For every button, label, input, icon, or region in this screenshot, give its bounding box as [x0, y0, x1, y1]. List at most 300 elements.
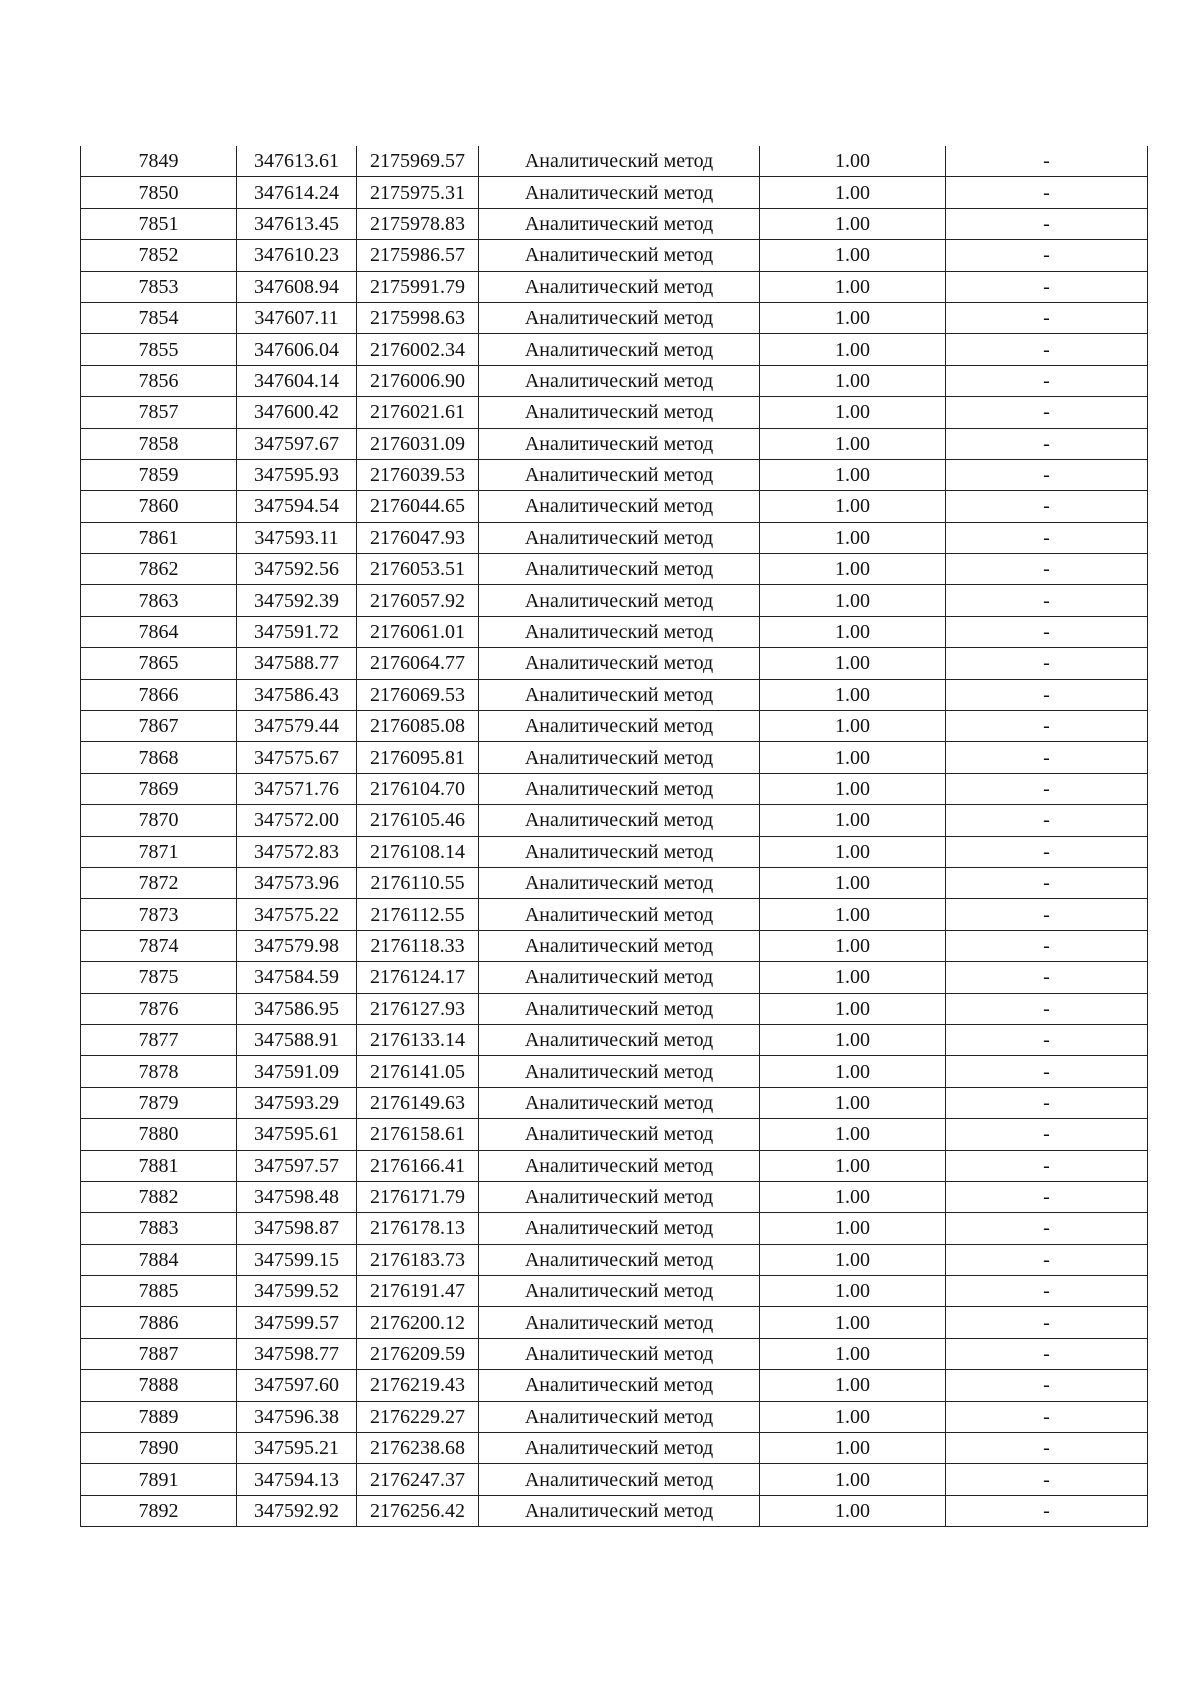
- point-number-cell: 7891: [81, 1464, 237, 1495]
- table-row: [81, 522, 1148, 553]
- x-coordinate-cell: 347593.29: [237, 1087, 357, 1118]
- point-number-cell: 7864: [81, 616, 237, 647]
- x-coordinate-cell: 347571.76: [237, 773, 357, 804]
- point-number-cell: 7863: [81, 585, 237, 616]
- accuracy-cell: 1.00: [760, 1307, 946, 1338]
- description-cell: -: [946, 208, 1148, 239]
- y-coordinate-cell: 2176031.09: [357, 428, 479, 459]
- y-coordinate-cell: 2176127.93: [357, 993, 479, 1024]
- description-cell: -: [946, 1307, 1148, 1338]
- table-row: [81, 240, 1148, 271]
- y-coordinate-cell: 2176061.01: [357, 616, 479, 647]
- point-number-cell: 7887: [81, 1338, 237, 1369]
- point-number-cell: 7867: [81, 711, 237, 742]
- y-coordinate-cell: 2176110.55: [357, 867, 479, 898]
- method-cell: Аналитический метод: [479, 491, 760, 522]
- description-cell: -: [946, 867, 1148, 898]
- accuracy-cell: 1.00: [760, 616, 946, 647]
- accuracy-cell: 1.00: [760, 1024, 946, 1055]
- accuracy-cell: 1.00: [760, 1150, 946, 1181]
- table-row: [81, 867, 1148, 898]
- description-cell: -: [946, 459, 1148, 490]
- accuracy-cell: 1.00: [760, 1370, 946, 1401]
- method-cell: Аналитический метод: [479, 554, 760, 585]
- description-cell: -: [946, 1244, 1148, 1275]
- description-cell: -: [946, 899, 1148, 930]
- method-cell: Аналитический метод: [479, 1244, 760, 1275]
- description-cell: -: [946, 1024, 1148, 1055]
- table-row: [81, 334, 1148, 365]
- description-cell: -: [946, 1338, 1148, 1369]
- y-coordinate-cell: 2176124.17: [357, 962, 479, 993]
- table-row: [81, 648, 1148, 679]
- description-cell: -: [946, 962, 1148, 993]
- x-coordinate-cell: 347604.14: [237, 365, 357, 396]
- point-number-cell: 7878: [81, 1056, 237, 1087]
- accuracy-cell: 1.00: [760, 899, 946, 930]
- x-coordinate-cell: 347606.04: [237, 334, 357, 365]
- x-coordinate-cell: 347599.15: [237, 1244, 357, 1275]
- y-coordinate-cell: 2176238.68: [357, 1433, 479, 1464]
- y-coordinate-cell: 2176209.59: [357, 1338, 479, 1369]
- accuracy-cell: 1.00: [760, 1213, 946, 1244]
- point-number-cell: 7851: [81, 208, 237, 239]
- method-cell: Аналитический метод: [479, 334, 760, 365]
- point-number-cell: 7871: [81, 836, 237, 867]
- point-number-cell: 7885: [81, 1276, 237, 1307]
- table-row: [81, 836, 1148, 867]
- method-cell: Аналитический метод: [479, 805, 760, 836]
- accuracy-cell: 1.00: [760, 1056, 946, 1087]
- description-cell: -: [946, 302, 1148, 333]
- accuracy-cell: 1.00: [760, 208, 946, 239]
- x-coordinate-cell: 347595.93: [237, 459, 357, 490]
- method-cell: Аналитический метод: [479, 679, 760, 710]
- x-coordinate-cell: 347594.13: [237, 1464, 357, 1495]
- y-coordinate-cell: 2176158.61: [357, 1119, 479, 1150]
- description-cell: -: [946, 1495, 1148, 1526]
- table-row: [81, 1338, 1148, 1369]
- point-number-cell: 7857: [81, 397, 237, 428]
- y-coordinate-cell: 2175998.63: [357, 302, 479, 333]
- table-row: [81, 1119, 1148, 1150]
- accuracy-cell: 1.00: [760, 1433, 946, 1464]
- point-number-cell: 7856: [81, 365, 237, 396]
- method-cell: Аналитический метод: [479, 271, 760, 302]
- y-coordinate-cell: 2176133.14: [357, 1024, 479, 1055]
- x-coordinate-cell: 347588.77: [237, 648, 357, 679]
- description-cell: -: [946, 1056, 1148, 1087]
- method-cell: Аналитический метод: [479, 899, 760, 930]
- table-row: [81, 679, 1148, 710]
- accuracy-cell: 1.00: [760, 1244, 946, 1275]
- table-row: [81, 899, 1148, 930]
- y-coordinate-cell: 2176053.51: [357, 554, 479, 585]
- x-coordinate-cell: 347575.22: [237, 899, 357, 930]
- y-coordinate-cell: 2176057.92: [357, 585, 479, 616]
- x-coordinate-cell: 347592.39: [237, 585, 357, 616]
- x-coordinate-cell: 347595.21: [237, 1433, 357, 1464]
- description-cell: -: [946, 240, 1148, 271]
- x-coordinate-cell: 347598.48: [237, 1181, 357, 1212]
- accuracy-cell: 1.00: [760, 428, 946, 459]
- y-coordinate-cell: 2176191.47: [357, 1276, 479, 1307]
- point-number-cell: 7884: [81, 1244, 237, 1275]
- point-number-cell: 7888: [81, 1370, 237, 1401]
- x-coordinate-cell: 347596.38: [237, 1401, 357, 1432]
- point-number-cell: 7872: [81, 867, 237, 898]
- x-coordinate-cell: 347613.45: [237, 208, 357, 239]
- point-number-cell: 7890: [81, 1433, 237, 1464]
- y-coordinate-cell: 2176104.70: [357, 773, 479, 804]
- point-number-cell: 7881: [81, 1150, 237, 1181]
- y-coordinate-cell: 2176108.14: [357, 836, 479, 867]
- point-number-cell: 7852: [81, 240, 237, 271]
- table-row: [81, 1087, 1148, 1118]
- description-cell: -: [946, 1119, 1148, 1150]
- x-coordinate-cell: 347599.57: [237, 1307, 357, 1338]
- method-cell: Аналитический метод: [479, 773, 760, 804]
- table-row: [81, 554, 1148, 585]
- method-cell: Аналитический метод: [479, 930, 760, 961]
- accuracy-cell: 1.00: [760, 1464, 946, 1495]
- method-cell: Аналитический метод: [479, 585, 760, 616]
- y-coordinate-cell: 2176118.33: [357, 930, 479, 961]
- method-cell: Аналитический метод: [479, 1024, 760, 1055]
- description-cell: -: [946, 522, 1148, 553]
- description-cell: -: [946, 679, 1148, 710]
- table-row: [81, 1307, 1148, 1338]
- description-cell: -: [946, 773, 1148, 804]
- x-coordinate-cell: 347593.11: [237, 522, 357, 553]
- y-coordinate-cell: 2176149.63: [357, 1087, 479, 1118]
- y-coordinate-cell: 2176200.12: [357, 1307, 479, 1338]
- point-number-cell: 7892: [81, 1495, 237, 1526]
- description-cell: -: [946, 711, 1148, 742]
- x-coordinate-cell: 347588.91: [237, 1024, 357, 1055]
- y-coordinate-cell: 2176064.77: [357, 648, 479, 679]
- point-number-cell: 7883: [81, 1213, 237, 1244]
- y-coordinate-cell: 2175991.79: [357, 271, 479, 302]
- point-number-cell: 7868: [81, 742, 237, 773]
- method-cell: Аналитический метод: [479, 240, 760, 271]
- accuracy-cell: 1.00: [760, 962, 946, 993]
- y-coordinate-cell: 2176095.81: [357, 742, 479, 773]
- description-cell: -: [946, 428, 1148, 459]
- method-cell: Аналитический метод: [479, 836, 760, 867]
- y-coordinate-cell: 2176247.37: [357, 1464, 479, 1495]
- point-number-cell: 7860: [81, 491, 237, 522]
- accuracy-cell: 1.00: [760, 585, 946, 616]
- point-number-cell: 7874: [81, 930, 237, 961]
- accuracy-cell: 1.00: [760, 240, 946, 271]
- x-coordinate-cell: 347579.98: [237, 930, 357, 961]
- description-cell: -: [946, 805, 1148, 836]
- y-coordinate-cell: 2176183.73: [357, 1244, 479, 1275]
- point-number-cell: 7866: [81, 679, 237, 710]
- x-coordinate-cell: 347599.52: [237, 1276, 357, 1307]
- point-number-cell: 7879: [81, 1087, 237, 1118]
- x-coordinate-cell: 347594.54: [237, 491, 357, 522]
- method-cell: Аналитический метод: [479, 146, 760, 177]
- table-row: [81, 1464, 1148, 1495]
- y-coordinate-cell: 2175969.57: [357, 146, 479, 177]
- accuracy-cell: 1.00: [760, 836, 946, 867]
- accuracy-cell: 1.00: [760, 679, 946, 710]
- accuracy-cell: 1.00: [760, 271, 946, 302]
- table-row: [81, 1495, 1148, 1526]
- x-coordinate-cell: 347598.87: [237, 1213, 357, 1244]
- description-cell: -: [946, 397, 1148, 428]
- x-coordinate-cell: 347591.72: [237, 616, 357, 647]
- point-number-cell: 7876: [81, 993, 237, 1024]
- point-number-cell: 7858: [81, 428, 237, 459]
- table-row: [81, 1244, 1148, 1275]
- x-coordinate-cell: 347614.24: [237, 177, 357, 208]
- table-row: [81, 428, 1148, 459]
- accuracy-cell: 1.00: [760, 1276, 946, 1307]
- coordinates-table: [80, 146, 1148, 1527]
- y-coordinate-cell: 2176069.53: [357, 679, 479, 710]
- table-row: [81, 1213, 1148, 1244]
- method-cell: Аналитический метод: [479, 993, 760, 1024]
- method-cell: Аналитический метод: [479, 1338, 760, 1369]
- method-cell: Аналитический метод: [479, 365, 760, 396]
- accuracy-cell: 1.00: [760, 146, 946, 177]
- description-cell: -: [946, 836, 1148, 867]
- accuracy-cell: 1.00: [760, 711, 946, 742]
- point-number-cell: 7880: [81, 1119, 237, 1150]
- point-number-cell: 7853: [81, 271, 237, 302]
- y-coordinate-cell: 2176006.90: [357, 365, 479, 396]
- description-cell: -: [946, 271, 1148, 302]
- x-coordinate-cell: 347592.56: [237, 554, 357, 585]
- x-coordinate-cell: 347597.67: [237, 428, 357, 459]
- method-cell: Аналитический метод: [479, 867, 760, 898]
- point-number-cell: 7873: [81, 899, 237, 930]
- method-cell: Аналитический метод: [479, 397, 760, 428]
- accuracy-cell: 1.00: [760, 302, 946, 333]
- description-cell: -: [946, 1213, 1148, 1244]
- description-cell: -: [946, 1464, 1148, 1495]
- method-cell: Аналитический метод: [479, 208, 760, 239]
- point-number-cell: 7859: [81, 459, 237, 490]
- y-coordinate-cell: 2176047.93: [357, 522, 479, 553]
- y-coordinate-cell: 2176085.08: [357, 711, 479, 742]
- description-cell: -: [946, 1370, 1148, 1401]
- accuracy-cell: 1.00: [760, 1087, 946, 1118]
- accuracy-cell: 1.00: [760, 491, 946, 522]
- table-row: [81, 742, 1148, 773]
- method-cell: Аналитический метод: [479, 177, 760, 208]
- x-coordinate-cell: 347573.96: [237, 867, 357, 898]
- table-row: [81, 930, 1148, 961]
- x-coordinate-cell: 347572.83: [237, 836, 357, 867]
- x-coordinate-cell: 347608.94: [237, 271, 357, 302]
- method-cell: Аналитический метод: [479, 616, 760, 647]
- table-row: [81, 177, 1148, 208]
- method-cell: Аналитический метод: [479, 1495, 760, 1526]
- method-cell: Аналитический метод: [479, 522, 760, 553]
- accuracy-cell: 1.00: [760, 930, 946, 961]
- y-coordinate-cell: 2176229.27: [357, 1401, 479, 1432]
- accuracy-cell: 1.00: [760, 648, 946, 679]
- description-cell: -: [946, 1181, 1148, 1212]
- x-coordinate-cell: 347584.59: [237, 962, 357, 993]
- x-coordinate-cell: 347575.67: [237, 742, 357, 773]
- point-number-cell: 7889: [81, 1401, 237, 1432]
- description-cell: -: [946, 616, 1148, 647]
- accuracy-cell: 1.00: [760, 805, 946, 836]
- x-coordinate-cell: 347572.00: [237, 805, 357, 836]
- y-coordinate-cell: 2176002.34: [357, 334, 479, 365]
- method-cell: Аналитический метод: [479, 1087, 760, 1118]
- x-coordinate-cell: 347592.92: [237, 1495, 357, 1526]
- table-row: [81, 711, 1148, 742]
- method-cell: Аналитический метод: [479, 648, 760, 679]
- point-number-cell: 7870: [81, 805, 237, 836]
- point-number-cell: 7882: [81, 1181, 237, 1212]
- y-coordinate-cell: 2176112.55: [357, 899, 479, 930]
- x-coordinate-cell: 347600.42: [237, 397, 357, 428]
- table-row: [81, 1024, 1148, 1055]
- y-coordinate-cell: 2176141.05: [357, 1056, 479, 1087]
- accuracy-cell: 1.00: [760, 554, 946, 585]
- table-row: [81, 993, 1148, 1024]
- table-row: [81, 208, 1148, 239]
- accuracy-cell: 1.00: [760, 1401, 946, 1432]
- table-row: [81, 491, 1148, 522]
- y-coordinate-cell: 2176256.42: [357, 1495, 479, 1526]
- description-cell: -: [946, 334, 1148, 365]
- y-coordinate-cell: 2176105.46: [357, 805, 479, 836]
- description-cell: -: [946, 1401, 1148, 1432]
- x-coordinate-cell: 347586.95: [237, 993, 357, 1024]
- x-coordinate-cell: 347595.61: [237, 1119, 357, 1150]
- y-coordinate-cell: 2176219.43: [357, 1370, 479, 1401]
- point-number-cell: 7875: [81, 962, 237, 993]
- point-number-cell: 7877: [81, 1024, 237, 1055]
- method-cell: Аналитический метод: [479, 1276, 760, 1307]
- y-coordinate-cell: 2176171.79: [357, 1181, 479, 1212]
- point-number-cell: 7886: [81, 1307, 237, 1338]
- y-coordinate-cell: 2176178.13: [357, 1213, 479, 1244]
- accuracy-cell: 1.00: [760, 522, 946, 553]
- x-coordinate-cell: 347610.23: [237, 240, 357, 271]
- description-cell: -: [946, 365, 1148, 396]
- table-row: [81, 271, 1148, 302]
- x-coordinate-cell: 347591.09: [237, 1056, 357, 1087]
- method-cell: Аналитический метод: [479, 1370, 760, 1401]
- table-row: [81, 1433, 1148, 1464]
- x-coordinate-cell: 347597.57: [237, 1150, 357, 1181]
- description-cell: -: [946, 993, 1148, 1024]
- point-number-cell: 7850: [81, 177, 237, 208]
- accuracy-cell: 1.00: [760, 365, 946, 396]
- description-cell: -: [946, 491, 1148, 522]
- y-coordinate-cell: 2176039.53: [357, 459, 479, 490]
- point-number-cell: 7849: [81, 146, 237, 177]
- table-row: [81, 1056, 1148, 1087]
- table-row: [81, 459, 1148, 490]
- method-cell: Аналитический метод: [479, 1119, 760, 1150]
- method-cell: Аналитический метод: [479, 1464, 760, 1495]
- method-cell: Аналитический метод: [479, 1056, 760, 1087]
- method-cell: Аналитический метод: [479, 1307, 760, 1338]
- table-row: [81, 1276, 1148, 1307]
- point-number-cell: 7862: [81, 554, 237, 585]
- accuracy-cell: 1.00: [760, 1338, 946, 1369]
- table-row: [81, 1181, 1148, 1212]
- description-cell: -: [946, 585, 1148, 616]
- point-number-cell: 7855: [81, 334, 237, 365]
- accuracy-cell: 1.00: [760, 334, 946, 365]
- description-cell: -: [946, 554, 1148, 585]
- accuracy-cell: 1.00: [760, 773, 946, 804]
- description-cell: -: [946, 177, 1148, 208]
- point-number-cell: 7869: [81, 773, 237, 804]
- description-cell: -: [946, 146, 1148, 177]
- table-row: [81, 1370, 1148, 1401]
- x-coordinate-cell: 347586.43: [237, 679, 357, 710]
- method-cell: Аналитический метод: [479, 459, 760, 490]
- method-cell: Аналитический метод: [479, 302, 760, 333]
- accuracy-cell: 1.00: [760, 1181, 946, 1212]
- description-cell: -: [946, 1276, 1148, 1307]
- method-cell: Аналитический метод: [479, 1401, 760, 1432]
- y-coordinate-cell: 2175978.83: [357, 208, 479, 239]
- method-cell: Аналитический метод: [479, 1150, 760, 1181]
- description-cell: -: [946, 648, 1148, 679]
- table-row: [81, 146, 1148, 177]
- table-row: [81, 616, 1148, 647]
- method-cell: Аналитический метод: [479, 1213, 760, 1244]
- method-cell: Аналитический метод: [479, 742, 760, 773]
- table-row: [81, 962, 1148, 993]
- method-cell: Аналитический метод: [479, 962, 760, 993]
- method-cell: Аналитический метод: [479, 1433, 760, 1464]
- y-coordinate-cell: 2176166.41: [357, 1150, 479, 1181]
- y-coordinate-cell: 2176021.61: [357, 397, 479, 428]
- description-cell: -: [946, 930, 1148, 961]
- x-coordinate-cell: 347579.44: [237, 711, 357, 742]
- coordinates-table-body: [81, 146, 1148, 1527]
- y-coordinate-cell: 2175986.57: [357, 240, 479, 271]
- accuracy-cell: 1.00: [760, 742, 946, 773]
- accuracy-cell: 1.00: [760, 993, 946, 1024]
- accuracy-cell: 1.00: [760, 1495, 946, 1526]
- table-row: [81, 302, 1148, 333]
- x-coordinate-cell: 347598.77: [237, 1338, 357, 1369]
- accuracy-cell: 1.00: [760, 867, 946, 898]
- description-cell: -: [946, 1087, 1148, 1118]
- method-cell: Аналитический метод: [479, 428, 760, 459]
- accuracy-cell: 1.00: [760, 397, 946, 428]
- description-cell: -: [946, 1433, 1148, 1464]
- y-coordinate-cell: 2176044.65: [357, 491, 479, 522]
- accuracy-cell: 1.00: [760, 1119, 946, 1150]
- y-coordinate-cell: 2175975.31: [357, 177, 479, 208]
- point-number-cell: 7865: [81, 648, 237, 679]
- description-cell: -: [946, 1150, 1148, 1181]
- method-cell: Аналитический метод: [479, 711, 760, 742]
- table-row: [81, 365, 1148, 396]
- description-cell: -: [946, 742, 1148, 773]
- accuracy-cell: 1.00: [760, 177, 946, 208]
- table-row: [81, 397, 1148, 428]
- table-row: [81, 773, 1148, 804]
- x-coordinate-cell: 347607.11: [237, 302, 357, 333]
